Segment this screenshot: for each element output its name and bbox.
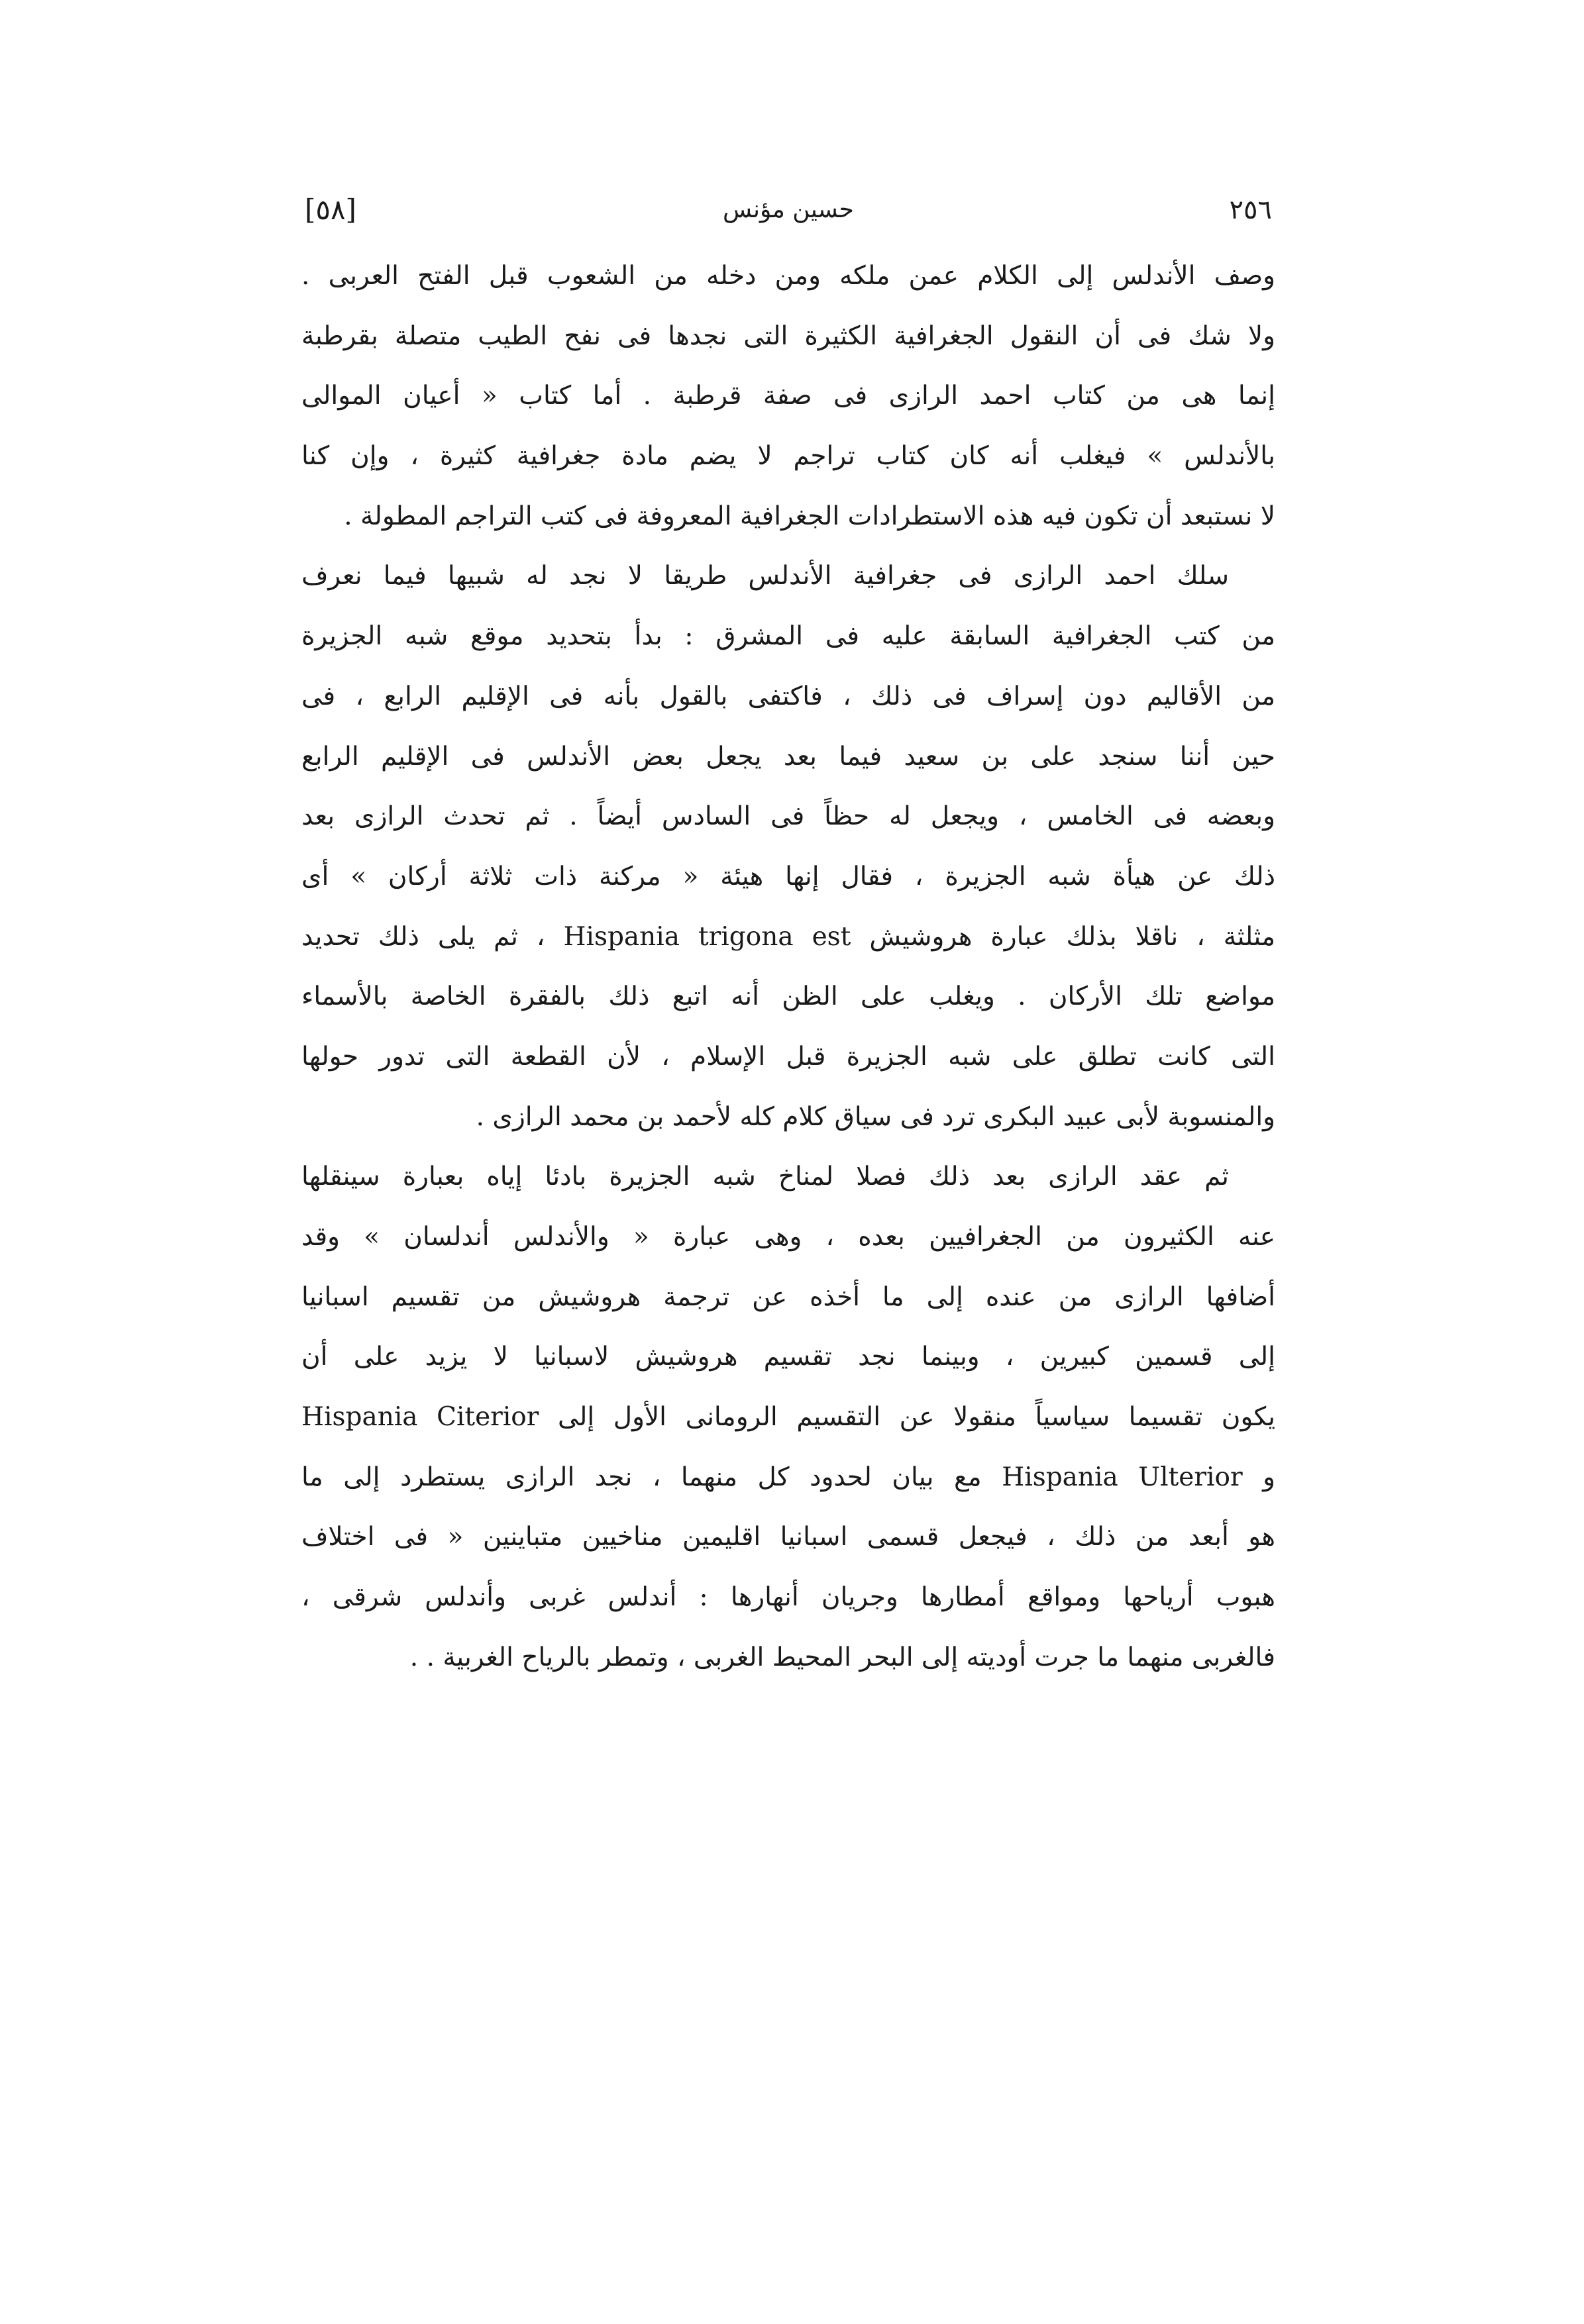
text-line: و Hispania Ulterior مع بيان لحدود كل منهما ، نجد الرازى يستطرد إلى ما bbox=[301, 1462, 1275, 1492]
text-line: فالغربى منهما ما جرت أوديته إلى البحر المحيط الغربى ، وتمطر بالرياح الغربية . . bbox=[409, 1642, 1275, 1672]
text-line: إلى قسمين كبيرين ، وبينما نجد تقسيم هروشيش لاسبانيا لا يزيد على أن bbox=[301, 1342, 1275, 1372]
text-line: يكون تقسيما سياسياً منقولا عن التقسيم الرومانى الأول إلى Hispania Citerior bbox=[301, 1402, 1275, 1433]
text-line: من الأقاليم دون إسراف فى ذلك ، فاكتفى بالقول بأنه فى الإقليم الرابع ، فى bbox=[301, 681, 1275, 711]
text-line: ثم عقد الرازى بعد ذلك فصلا لمناخ شبه الجزيرة بادئا إياه بعبارة سينقلها bbox=[301, 1162, 1229, 1192]
text-line: عنه الكثيرون من الجغرافيين بعده ، وهى عبارة « والأندلس أندلسان » وقد bbox=[301, 1222, 1275, 1252]
page-header bbox=[305, 187, 1272, 233]
text-line: من كتب الجغرافية السابقة عليه فى المشرق : بدأ بتحديد موقع شبه الجزيرة bbox=[301, 621, 1275, 652]
text-line: مثلثة ، ناقلا بذلك عبارة هروشيش Hispania trigona est ، ثم يلى ذلك تحديد bbox=[301, 921, 1275, 952]
text-line: حين أننا سنجد على بن سعيد فيما بعد يجعل بعض الأندلس فى الإقليم الرابع bbox=[301, 741, 1275, 772]
text-line: هبوب أرياحها ومواقع أمطارها وجريان أنهارها : أندلس غربى وأندلس شرقى ، bbox=[301, 1582, 1275, 1613]
text-line: وبعضه فى الخامس ، ويجعل له حظاً فى السادس أيضاً . ثم تحدث الرازى بعد bbox=[301, 801, 1275, 832]
text-line: مواضع تلك الأركان . ويغلب على الظن أنه اتبع ذلك بالفقرة الخاصة بالأسماء bbox=[301, 982, 1275, 1012]
text-line: ذلك عن هيأة شبه الجزيرة ، فقال إنها هيئة « مركنة ذات ثلاثة أركان » أى bbox=[301, 861, 1275, 891]
text-line: هو أبعد من ذلك ، فيجعل قسمى اسبانيا اقليمين مناخيين متباينين « فى اختلاف bbox=[301, 1522, 1275, 1552]
running-head-author: حسين مؤنس bbox=[723, 196, 854, 223]
page-number: ٢٥٦ bbox=[1229, 195, 1272, 225]
text-line: ولا شك فى أن النقول الجغرافية الكثيرة التى نجدها فى نفح الطيب متصلة بقرطبة bbox=[301, 321, 1275, 351]
text-line: إنما هى من كتاب احمد الرازى فى صفة قرطبة . أما كتاب « أعيان الموالى bbox=[301, 381, 1275, 411]
original-page-reference: [٥٨] bbox=[305, 193, 356, 226]
text-line: وصف الأندلس إلى الكلام عمن ملكه ومن دخله من الشعوب قبل الفتح العربى . bbox=[301, 261, 1275, 291]
text-line: بالأندلس » فيغلب أنه كان كتاب تراجم لا يضم مادة جغرافية كثيرة ، وإن كنا bbox=[301, 441, 1275, 472]
text-line: التى كانت تطلق على شبه الجزيرة قبل الإسلام ، لأن القطعة التى تدور حولها bbox=[301, 1041, 1275, 1072]
body-text bbox=[301, 246, 1275, 1688]
text-line: والمنسوبة لأبى عبيد البكرى ترد فى سياق كلام كله لأحمد بن محمد الرازى . bbox=[476, 1101, 1275, 1132]
text-line: أضافها الرازى من عنده إلى ما أخذه عن ترجمة هروشيش من تقسيم اسبانيا bbox=[301, 1282, 1275, 1312]
text-line: لا نستبعد أن تكون فيه هذه الاستطرادات الجغرافية المعروفة فى كتب التراجم المطولة . bbox=[344, 501, 1275, 531]
text-line: سلك احمد الرازى فى جغرافية الأندلس طريقا لا نجد له شبيها فيما نعرف bbox=[301, 561, 1229, 591]
